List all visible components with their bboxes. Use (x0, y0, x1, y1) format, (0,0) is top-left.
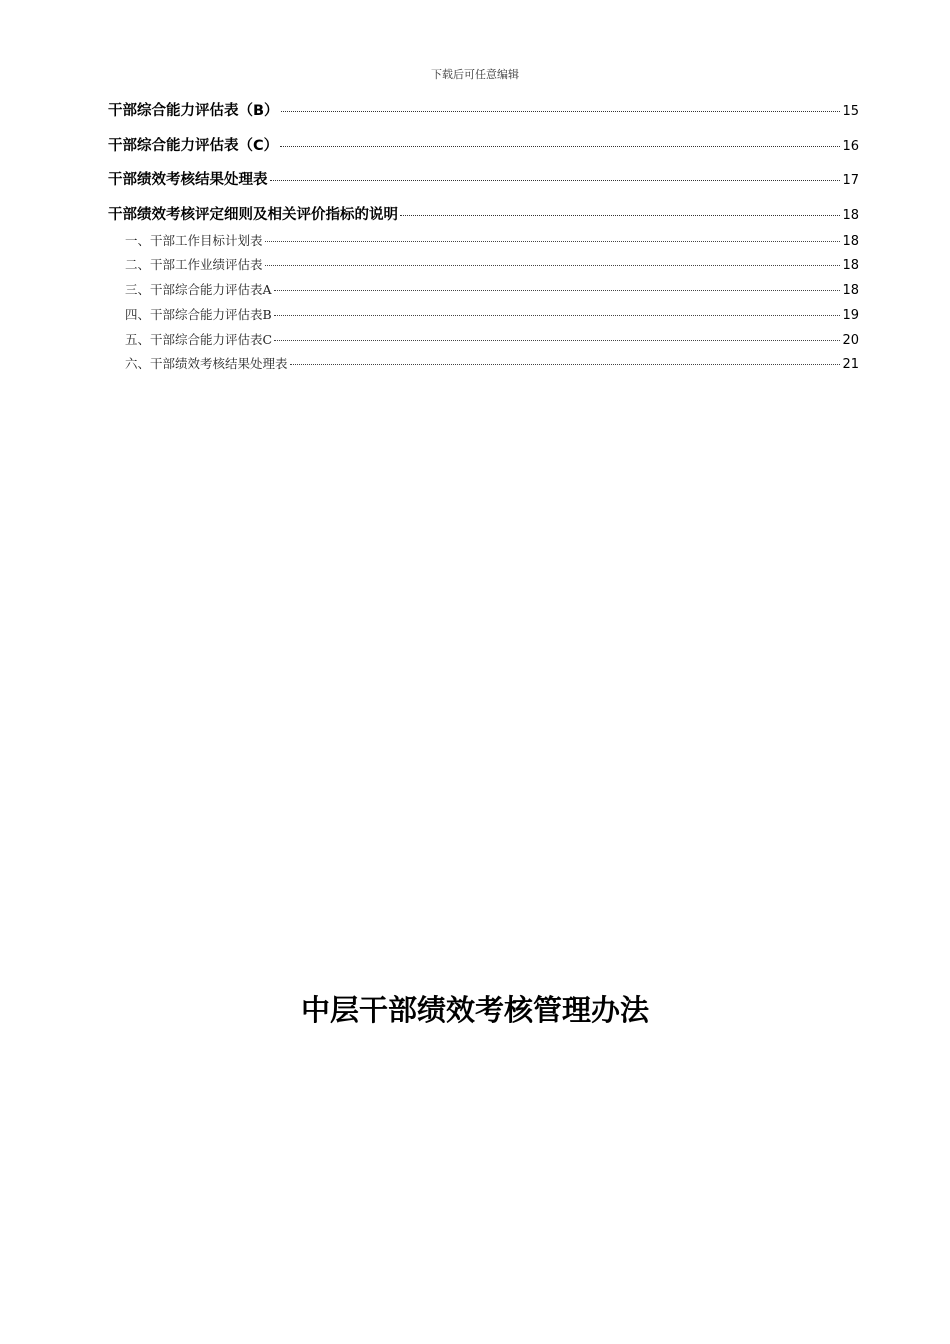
toc-leader-dots (274, 290, 841, 291)
toc-leader-dots (280, 146, 840, 147)
toc-entry-page: 16 (842, 138, 859, 154)
toc-leader-dots (274, 315, 841, 316)
toc-subentry-page: 18 (842, 258, 859, 274)
toc-subentry[interactable] (108, 280, 859, 305)
toc-entry[interactable] (108, 135, 859, 170)
toc-subentry-title: 一、干部工作目标计划表 (125, 232, 263, 248)
toc-subentry-page: 19 (842, 307, 859, 323)
toc-subentry-title: 三、干部综合能力评估表A (125, 282, 272, 298)
toc-subentry[interactable] (108, 354, 859, 379)
toc-entry-title: 干部绩效考核评定细则及相关评价指标的说明 (108, 206, 398, 223)
toc-subentry[interactable] (108, 330, 859, 355)
toc-subentry-page: 21 (842, 357, 859, 373)
toc-entry-title: 干部绩效考核结果处理表 (108, 172, 268, 188)
toc-leader-dots (281, 111, 841, 112)
toc-entry-title: 干部综合能力评估表（B） (108, 103, 279, 119)
toc-entry[interactable] (108, 100, 859, 135)
toc-leader-dots (270, 180, 841, 181)
toc-subentry-page: 18 (842, 283, 859, 299)
toc-subentry-title: 六、干部绩效考核结果处理表 (125, 356, 288, 372)
toc-leader-dots (290, 364, 841, 365)
table-of-contents (108, 100, 859, 379)
toc-subentry-title: 四、干部综合能力评估表B (125, 306, 272, 322)
toc-leader-dots (265, 265, 841, 266)
toc-entry-page: 18 (842, 207, 859, 223)
toc-leader-dots (274, 340, 840, 341)
toc-subentry[interactable] (108, 255, 859, 280)
toc-subentry-title: 五、干部综合能力评估表C (125, 331, 273, 347)
page-header-note: 下载后可任意编辑 (431, 68, 519, 81)
toc-subentry-title: 二、干部工作业绩评估表 (125, 257, 263, 273)
toc-entry-page: 17 (842, 173, 859, 188)
toc-entry-page: 15 (842, 104, 859, 119)
toc-subentry[interactable] (108, 231, 859, 256)
toc-entry[interactable] (108, 169, 859, 204)
document-title: 中层干部绩效考核管理办法 (300, 993, 649, 1027)
toc-subentry-page: 20 (842, 332, 859, 348)
toc-subentry[interactable] (108, 305, 859, 330)
toc-leader-dots (400, 215, 840, 216)
toc-entry[interactable] (108, 204, 859, 231)
toc-subentry-page: 18 (842, 233, 859, 249)
toc-entry-title: 干部综合能力评估表（C） (108, 137, 279, 154)
toc-leader-dots (265, 241, 841, 242)
